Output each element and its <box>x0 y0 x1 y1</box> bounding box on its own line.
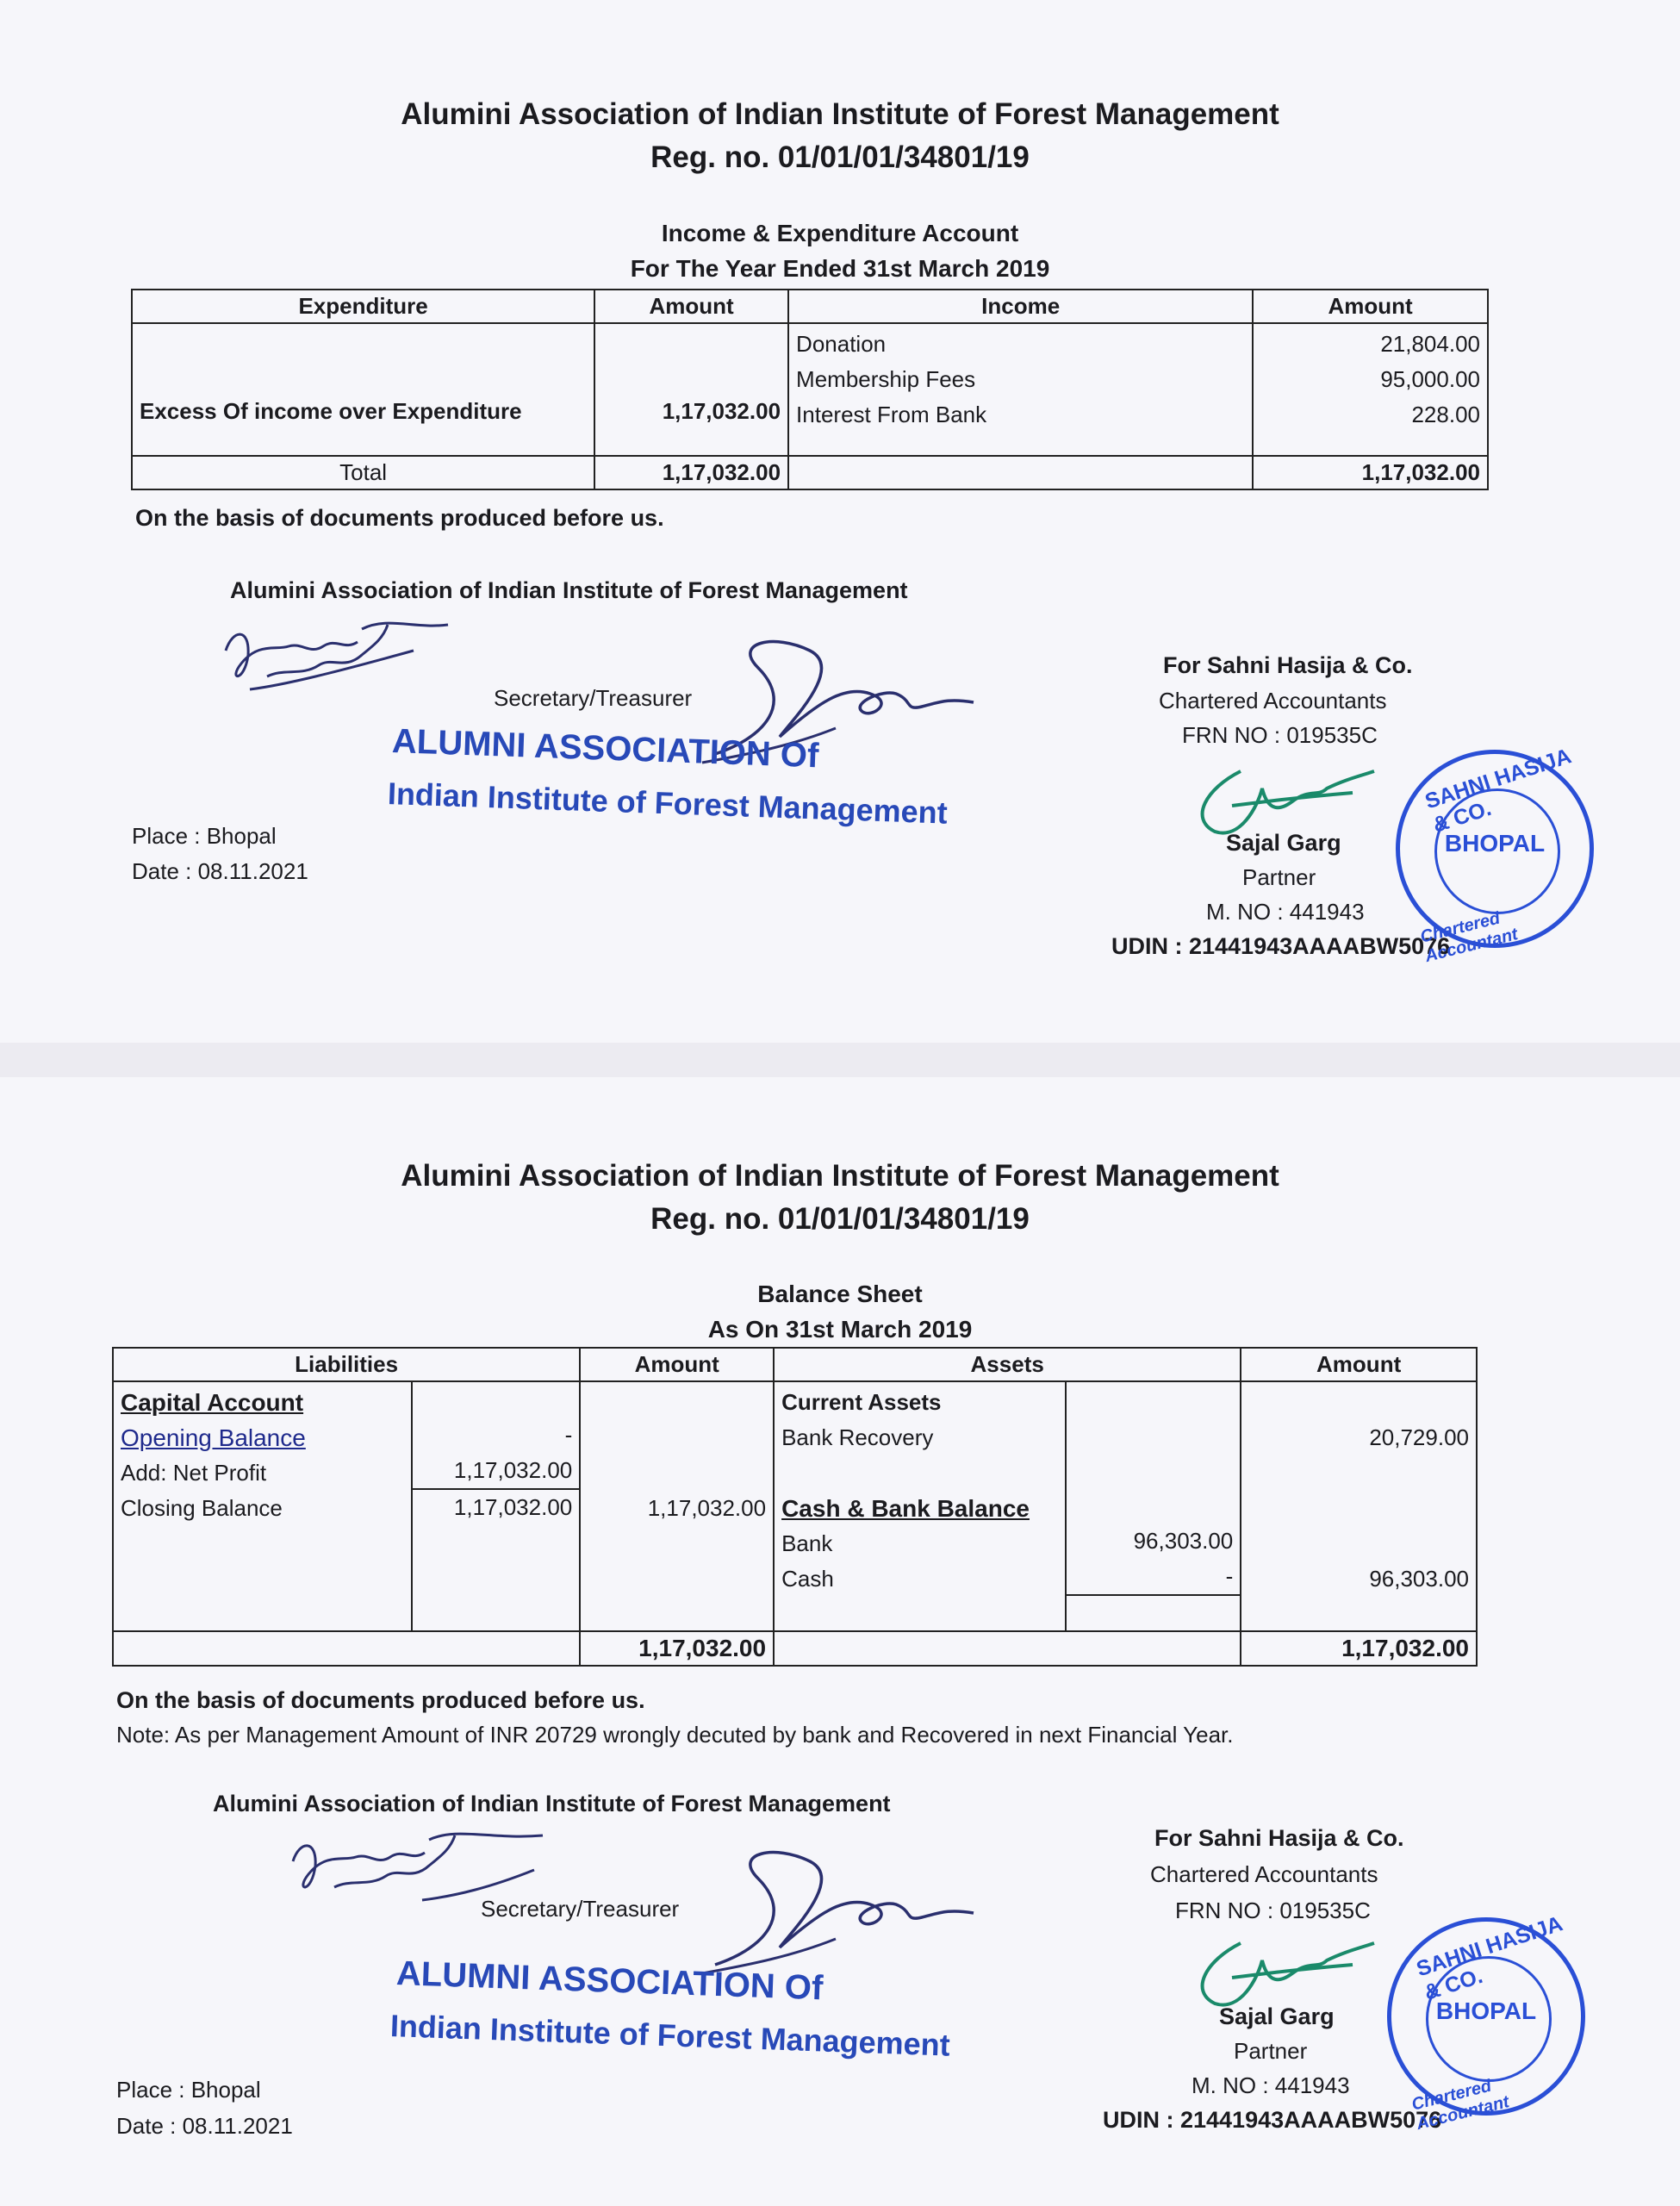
closing-balance: Closing Balance <box>121 1495 283 1521</box>
place: Place : Bhopal <box>116 2077 261 2103</box>
date: Date : 08.11.2021 <box>116 2113 293 2139</box>
statement-title: Balance Sheet <box>757 1281 923 1307</box>
total-row <box>113 1631 1477 1666</box>
stamp-line1: ALUMNI ASSOCIATION Of <box>391 722 820 776</box>
table-row <box>113 1381 1477 1631</box>
partner-role: Partner <box>1242 864 1316 890</box>
balance-sheet-page <box>0 1077 1680 2206</box>
basis-note: On the basis of documents produced before us. <box>135 505 664 531</box>
total-row <box>132 456 1488 489</box>
membership-number: M. NO : 441943 <box>1206 899 1365 925</box>
handwritten-initials-signature <box>215 603 474 707</box>
auditor-firm: For Sahni Hasija & Co. <box>1154 1825 1404 1851</box>
membership-number: M. NO : 441943 <box>1192 2072 1350 2098</box>
header-liabilities: Liabilities <box>113 1348 580 1381</box>
net-profit-value: 1,17,032.00 <box>453 1457 573 1483</box>
income-label: Donation <box>796 331 887 357</box>
bank-value: 96,303.00 <box>1133 1528 1234 1554</box>
date: Date : 08.11.2021 <box>132 858 308 884</box>
stamp-line2: Indian Institute of Forest Management <box>387 776 949 831</box>
income-amount: 95,000.00 <box>1380 366 1480 392</box>
header-assets: Assets <box>774 1348 1241 1381</box>
auditor-firm: For Sahni Hasija & Co. <box>1163 652 1413 678</box>
stamp-line2: Indian Institute of Forest Management <box>389 2008 951 2063</box>
statement-title: Income & Expenditure Account <box>661 220 1019 246</box>
partner-name: Sajal Garg <box>1226 830 1341 856</box>
income-label: Membership Fees <box>796 366 976 392</box>
reg-number: Reg. no. 01/01/01/34801/19 <box>650 1202 1030 1236</box>
total-label: Total <box>132 456 594 489</box>
header-income: Income <box>788 290 1253 323</box>
table-row <box>132 323 1488 456</box>
udin: UDIN : 21441943AAAABW5076 <box>1103 2107 1442 2133</box>
cash-bank-amount: 96,303.00 <box>1369 1566 1469 1592</box>
seal-bottom-text: Chartered Accountant <box>1409 2076 1511 2134</box>
expenditure-label: Excess Of income over Expenditure <box>140 398 522 424</box>
partner-name: Sajal Garg <box>1219 2003 1335 2029</box>
statement-period: As On 31st March 2019 <box>707 1316 973 1343</box>
header-amount: Amount <box>1253 290 1488 323</box>
balance-sheet-table <box>112 1347 1478 1667</box>
income-amount: 228.00 <box>1411 402 1480 427</box>
cash-bank-balance: Cash & Bank Balance <box>781 1495 1030 1522</box>
income-expenditure-table <box>131 289 1489 490</box>
management-note: Note: As per Management Amount of INR 20729 wrongly decuted by bank and Recovered in next Financial Year. <box>116 1722 1234 1748</box>
closing-value: 1,17,032.00 <box>413 1488 579 1525</box>
org-name: Alumini Association of Indian Institute of Forest Management <box>401 1159 1279 1193</box>
table-header-row <box>132 290 1488 323</box>
udin: UDIN : 21441943AAAABW5076 <box>1111 933 1451 959</box>
seal-top-text: SAHNI HASIJA & CO. <box>1413 1911 1565 2005</box>
total-liabilities: 1,17,032.00 <box>580 1631 774 1666</box>
income-expenditure-page <box>0 0 1680 1043</box>
opening-balance: Opening Balance <box>121 1424 306 1451</box>
cash-value: - <box>1067 1559 1240 1596</box>
secretary-label: Secretary/Treasurer <box>481 1896 680 1922</box>
signatory-org: Alumini Association of Indian Institute of Forest Management <box>213 1791 891 1817</box>
bank-label: Bank <box>781 1530 833 1556</box>
auditor-type: Chartered Accountants <box>1159 688 1387 714</box>
add-net-profit: Add: Net Profit <box>121 1460 267 1486</box>
signatory-org: Alumini Association of Indian Institute of Forest Management <box>230 577 908 603</box>
reg-number: Reg. no. 01/01/01/34801/19 <box>650 140 1030 174</box>
header-amount: Amount <box>580 1348 774 1381</box>
total-income: 1,17,032.00 <box>1253 456 1488 489</box>
income-amount: 21,804.00 <box>1380 331 1480 357</box>
income-label: Interest From Bank <box>796 402 987 427</box>
table-header-row <box>113 1348 1477 1381</box>
secretary-label: Secretary/Treasurer <box>494 685 693 711</box>
header-amount: Amount <box>1241 1348 1477 1381</box>
ca-seal <box>1387 1911 1585 2134</box>
capital-account: Capital Account <box>121 1389 304 1416</box>
total-expenditure: 1,17,032.00 <box>594 456 788 489</box>
cash-label: Cash <box>781 1566 834 1592</box>
place: Place : Bhopal <box>132 823 277 849</box>
ca-seal <box>1396 744 1594 967</box>
opening-value: - <box>564 1422 573 1448</box>
frn-number: FRN NO : 019535C <box>1182 722 1378 748</box>
statement-period: For The Year Ended 31st March 2019 <box>630 255 1050 282</box>
closing-amount: 1,17,032.00 <box>647 1495 767 1521</box>
seal-bottom-text: Chartered Accountant <box>1418 908 1520 967</box>
basis-note: On the basis of documents produced before us. <box>116 1687 645 1713</box>
seal-top-text: SAHNI HASIJA & CO. <box>1422 744 1574 838</box>
header-expenditure: Expenditure <box>132 290 594 323</box>
total-assets: 1,17,032.00 <box>1241 1631 1477 1666</box>
expenditure-amount: 1,17,032.00 <box>662 398 781 424</box>
auditor-type: Chartered Accountants <box>1150 1861 1378 1887</box>
frn-number: FRN NO : 019535C <box>1175 1898 1371 1923</box>
bank-recovery: Bank Recovery <box>781 1424 934 1450</box>
seal-center-text: BHOPAL <box>1444 830 1546 857</box>
seal-center-text: BHOPAL <box>1435 1997 1537 2024</box>
partner-role: Partner <box>1234 2038 1308 2064</box>
header-amount: Amount <box>594 290 788 323</box>
stamp-line1: ALUMNI ASSOCIATION Of <box>395 1954 824 2008</box>
bank-recovery-amount: 20,729.00 <box>1369 1424 1469 1450</box>
current-assets: Current Assets <box>781 1389 942 1415</box>
org-name: Alumini Association of Indian Institute of Forest Management <box>401 97 1279 131</box>
